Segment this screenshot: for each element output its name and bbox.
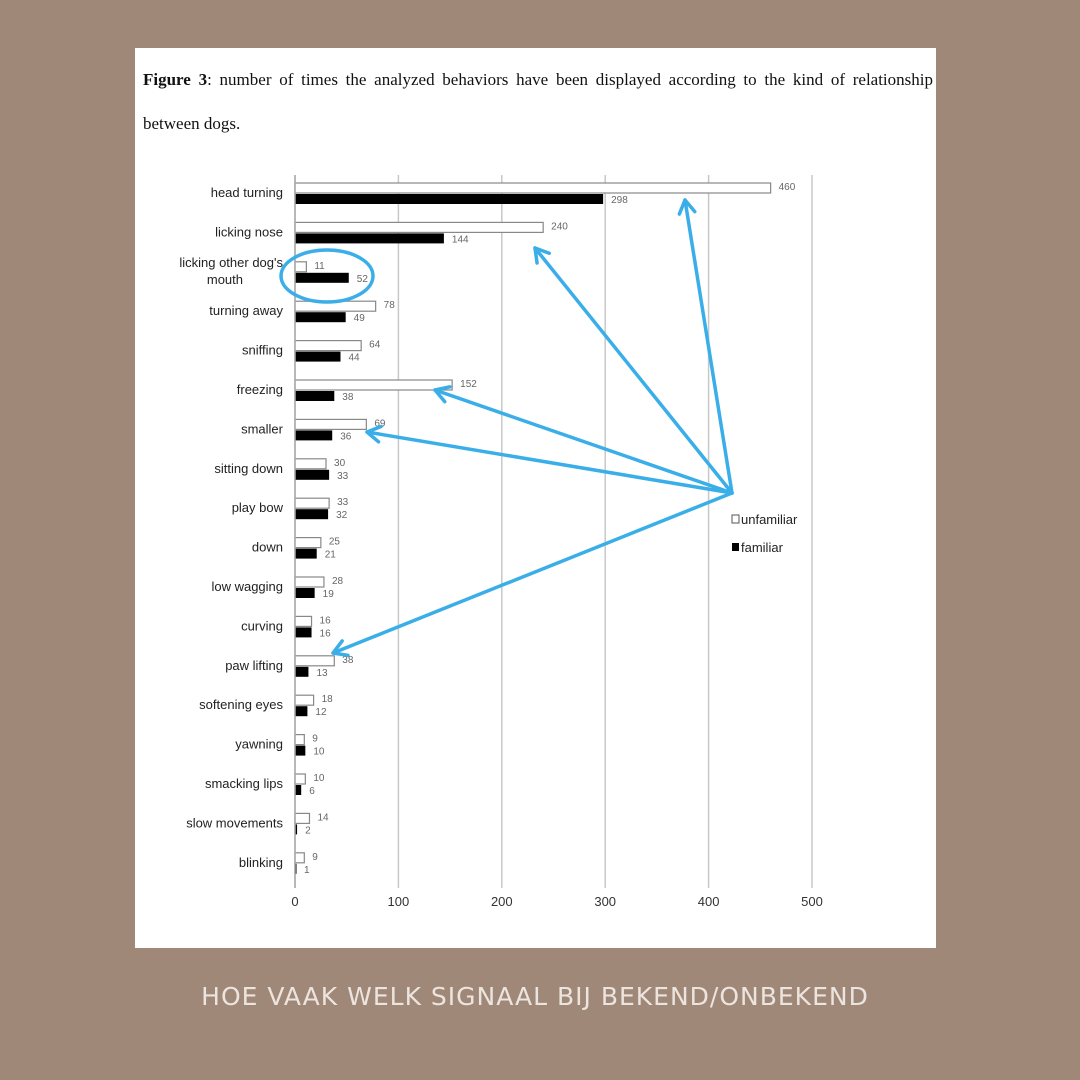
bar-familiar <box>295 352 340 362</box>
value-label-unfamiliar: 25 <box>328 536 340 548</box>
bar-chart <box>135 48 936 948</box>
category-label: yawning <box>235 736 283 752</box>
value-label-unfamiliar: 14 <box>317 812 329 824</box>
value-label-unfamiliar: 152 <box>460 379 477 390</box>
bar-unfamiliar <box>295 853 304 863</box>
category-label: smaller <box>241 421 283 437</box>
value-label-unfamiliar: 78 <box>383 300 395 312</box>
annotation-arrow <box>535 248 732 493</box>
figure-card <box>135 48 936 948</box>
x-tick-label: 300 <box>594 894 617 909</box>
bar-familiar <box>295 391 334 401</box>
bar-unfamiliar <box>295 616 312 626</box>
bar-familiar <box>295 470 329 480</box>
bar-unfamiliar <box>295 341 361 351</box>
bar-familiar <box>295 746 305 756</box>
value-label-familiar: 52 <box>356 273 368 285</box>
bar-familiar <box>295 627 312 637</box>
annotation-arrow <box>333 493 732 653</box>
value-label-familiar: 19 <box>322 589 334 600</box>
category-label: curving <box>241 618 283 634</box>
bar-unfamiliar <box>295 222 543 232</box>
legend-label-familiar: familiar <box>741 540 783 555</box>
bar-familiar <box>295 509 328 519</box>
category-label: smacking lips <box>204 776 283 791</box>
value-label-unfamiliar: 11 <box>314 260 325 272</box>
bar-familiar <box>295 430 332 440</box>
value-label-familiar: 13 <box>316 667 328 679</box>
bar-unfamiliar <box>295 774 305 784</box>
annotation-arrow <box>367 432 732 493</box>
bar-unfamiliar <box>295 538 321 548</box>
value-label-familiar: 49 <box>353 313 365 325</box>
bar-unfamiliar <box>295 695 314 705</box>
category-label: licking nose <box>215 224 283 240</box>
category-label: freezing <box>236 382 283 397</box>
category-label: blinking <box>238 854 283 870</box>
bar-familiar <box>295 549 317 559</box>
value-label-familiar: 6 <box>309 786 315 797</box>
value-label-unfamiliar: 28 <box>331 576 344 587</box>
category-label: sniffing <box>242 342 283 358</box>
value-label-familiar: 10 <box>313 746 325 758</box>
value-label-familiar: 2 <box>305 825 311 837</box>
bar-familiar <box>295 194 603 204</box>
bar-unfamiliar <box>295 419 366 429</box>
bar-unfamiliar <box>295 380 452 390</box>
value-label-unfamiliar: 460 <box>778 182 796 193</box>
value-label-familiar: 21 <box>324 549 336 561</box>
bar-unfamiliar <box>295 577 324 587</box>
caption-text: : number of times the analyzed behaviors have been displayed according to the kind of relationship between dogs. <box>143 70 933 133</box>
value-label-familiar: 38 <box>342 392 354 403</box>
x-tick-label: 100 <box>387 894 410 909</box>
bar-familiar <box>295 233 444 243</box>
category-label: softening eyes <box>199 697 283 713</box>
value-label-unfamiliar: 9 <box>312 851 318 863</box>
value-label-unfamiliar: 9 <box>312 733 318 745</box>
value-label-familiar: 32 <box>336 510 348 522</box>
value-label-familiar: 16 <box>319 628 331 640</box>
value-label-unfamiliar: 30 <box>334 457 346 469</box>
bar-unfamiliar <box>295 498 329 508</box>
legend-swatch-familiar <box>732 543 739 551</box>
x-tick-label: 0 <box>291 894 299 909</box>
footer-title: HOE VAAK WELK SIGNAAL BIJ BEKEND/ONBEKEND <box>201 982 869 1011</box>
bar-unfamiliar <box>295 656 334 666</box>
category-label: turning away <box>209 303 283 319</box>
figure-label: Figure 3 <box>143 70 208 89</box>
value-label-familiar: 33 <box>337 470 349 482</box>
value-label-unfamiliar: 33 <box>337 497 349 509</box>
x-tick-label: 200 <box>490 894 513 909</box>
bar-unfamiliar <box>295 813 309 823</box>
legend-label-unfamiliar: unfamiliar <box>741 512 798 527</box>
bar-unfamiliar <box>295 459 326 469</box>
x-tick-label: 500 <box>801 894 823 909</box>
value-label-familiar: 12 <box>315 707 327 719</box>
value-label-unfamiliar: 16 <box>319 615 331 627</box>
value-label-familiar: 298 <box>611 195 628 206</box>
legend-swatch-unfamiliar <box>732 515 739 523</box>
bar-familiar <box>295 706 307 716</box>
bar-unfamiliar <box>295 735 304 745</box>
value-label-unfamiliar: 69 <box>374 418 386 430</box>
bar-familiar <box>295 312 346 322</box>
category-label: mouth <box>206 271 243 287</box>
bar-familiar <box>295 588 315 598</box>
value-label-familiar: 36 <box>340 431 352 443</box>
value-label-unfamiliar: 10 <box>313 773 325 784</box>
value-label-familiar: 44 <box>348 352 360 364</box>
category-label: low wagging <box>211 579 283 594</box>
value-label-familiar: 144 <box>451 234 469 246</box>
category-label: slow movements <box>186 815 283 831</box>
value-label-unfamiliar: 18 <box>321 694 333 706</box>
bar-unfamiliar <box>295 183 771 193</box>
bar-familiar <box>295 273 349 283</box>
annotation-arrow <box>435 390 732 493</box>
category-label: paw lifting <box>225 657 283 673</box>
x-tick-label: 400 <box>697 894 720 909</box>
category-label: sitting down <box>214 460 283 476</box>
category-label: down <box>251 539 283 555</box>
bar-familiar <box>295 667 308 677</box>
category-label: licking other dog's <box>179 254 283 270</box>
value-label-familiar: 1 <box>304 864 310 876</box>
bar-familiar <box>295 785 301 795</box>
category-label: play bow <box>231 500 283 516</box>
value-label-unfamiliar: 38 <box>342 654 354 666</box>
category-label: head turning <box>210 185 283 200</box>
bar-unfamiliar <box>295 262 306 272</box>
value-label-unfamiliar: 64 <box>369 339 381 351</box>
value-label-unfamiliar: 240 <box>551 221 568 233</box>
